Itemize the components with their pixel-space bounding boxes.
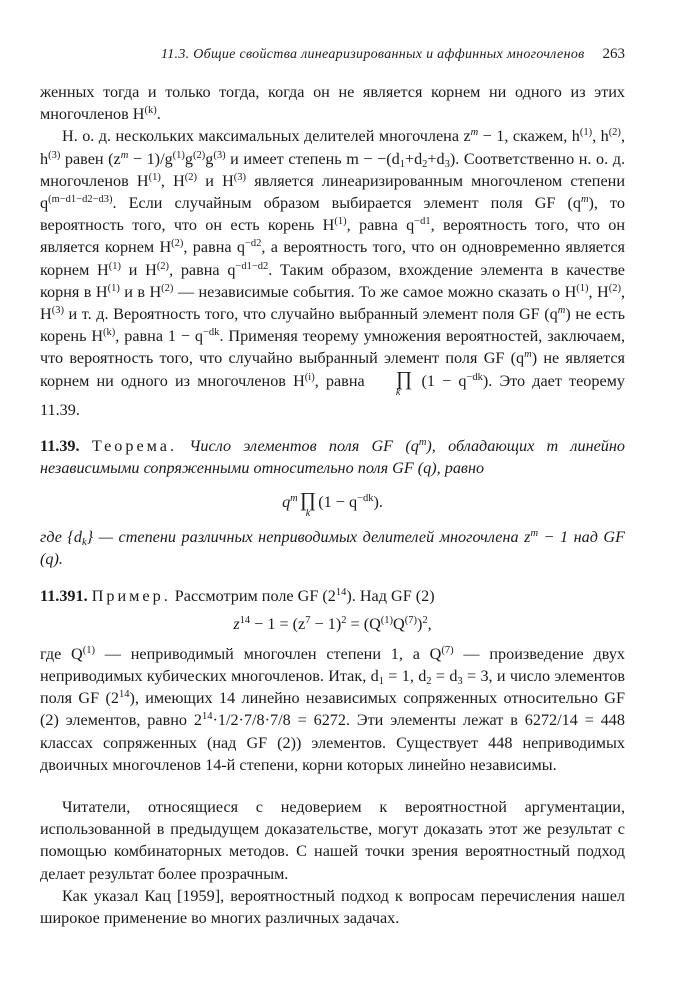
paragraph-continuation: женных тогда и только тогда, когда он не является корнем ни одного из этих многочленов $H^{(k)}$. (40, 83, 625, 124)
running-header-title: 11.3. Общие свойства линеаризированных и аффинных многочленов (160, 47, 585, 62)
theorem-number: 11.39. (40, 436, 80, 455)
theorem-label: Теорема. (91, 436, 178, 455)
example-11-391: 11.391. Пример. Рассмотрим поле GF $(2^{14})$. Над GF (2) (40, 586, 435, 605)
product-symbol: ∏ k (395, 367, 413, 398)
theorem-formula: $q^m$ ∏ k $(1 - q^{-dk})$. (282, 489, 383, 520)
theorem-where-clause: где $\{d_k\}$ — степени различных неприводимых делителей многочлена $z^m - 1$ над GF (q). (40, 528, 625, 569)
example-number: 11.391. (40, 586, 88, 605)
paragraph-gcd-argument: Н. о. д. нескольких максимальных делителей многочлена $z^m - 1$, скажем, $h^{(1)}$, $h^{(2)}$, $h^{(3)}$ равен $(z^m - 1)/g^{(1)}g^{(2)}g^{(3)}$ и имеет степень $m - -(d_1+d_2+d_3)$. Соответственно н. о. д. многочленов $H^{(1)}$, $H^{(2)}$ и $H^{(3)}$ является линеаризированным многочленом степени $q^{(m-d1-d2-d3)}$. Если случайным образом выбирается элемент поля GF $(q^m)$, то вероятность того, что он есть корень $H^{(1)}$, равна $q^{-d1}$, вероятность того, что он является корнем $H^{(2)}$, равна $q^{-d2}$, а вероятность того, что он одновременно является корнем $H^{(1)}$ и $H^{(2)}$, равна $q^{-d1-d2}$. Таким образом, вхождение элемента в качестве корня в $H^{(1)}$ и в $H^{(2)}$ — независимые события. То же самое можно сказать о $H^{(1)}$, $H^{(2)}$, $H^{(3)}$ и т. д. Вероятность того, что случайно выбранный элемент поля GF $(q^m)$ не есть корень $H^{(k)}$, равна $1 - q^{-dk}$. Применяя теорему умножения вероятностей, заключаем, что вероятность того, что случайно выбранный элемент поля GF $(q^m)$ не является корнем ни одного из многочленов $H^{(i)}$, равна ∏ k $(1 - q^{-dk})$. Это дает теорему 11.39. (40, 127, 626, 419)
example-label: Пример. (91, 586, 171, 605)
page-number: 263 (602, 46, 625, 62)
example-formula: $z^{14} - 1 = (z^7 - 1)^2 = (Q^{(1)}Q^{(7)})^2$, (233, 614, 432, 633)
example-body: где $Q^{(1)}$ — неприводимый многочлен степени 1, а $Q^{(7)}$ — произведение двух неприводимых кубических многочленов. Итак, $d_1 = 1$, $d_2 = d_3 = 3$, и число элементов поля GF $(2^{14})$, имеющих 14 линейно независимых сопряженных относительно GF (2) элементов, равно $2^{14}\cdot 1/2\cdot 7/8\cdot 7/8 = 6272$. Эти элементы лежат в 6272/14 = 448 классах сопряженных (над GF (2)) элементов. Существует 448 неприводимых двоичных многочленов 14-й степени, корни которых линейно независимы. (40, 644, 626, 774)
book-page (40, 46, 625, 929)
theorem-11-39: 11.39. Теорема. Число элементов поля GF $(q^m)$, обладающих m линейно независимыми сопряженными относительно поля GF (q), равно (40, 436, 626, 478)
paragraph-readers-note: Читатели, относящиеся с недоверием к вероятностной аргументации, использованной в предыдущем доказательстве, могут доказать этот же результат с помощью комбинаторных методов. С нашей точки зрения вероятностный подход делает результат более прозрачным. (40, 798, 625, 883)
paragraph-kac-reference: Как указал Кац [1959], вероятностный подход к вопросам перечисления нашел широкое применение во многих различных задачах. (40, 886, 625, 928)
product-symbol: ∏ k (299, 489, 317, 520)
running-header (40, 46, 625, 63)
